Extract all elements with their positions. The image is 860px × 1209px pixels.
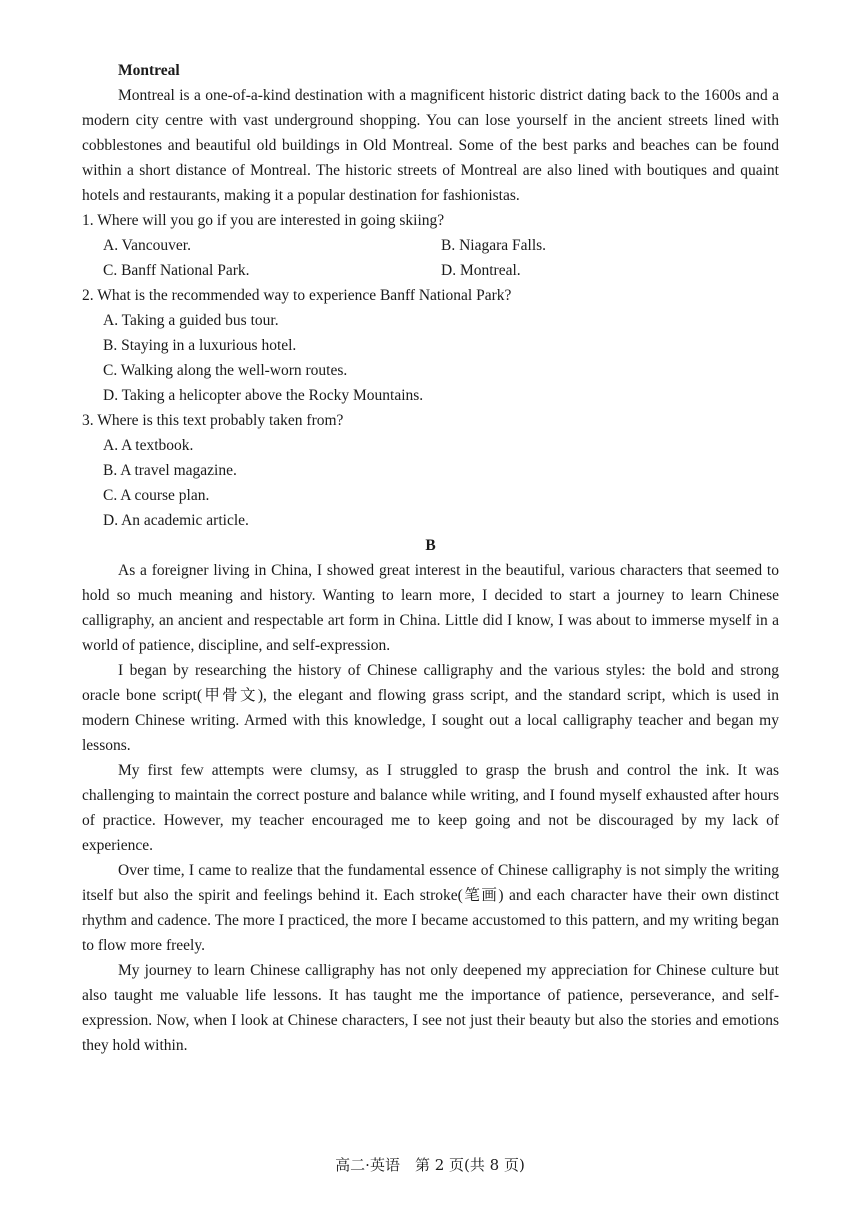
- option-row: [103, 258, 779, 283]
- section-paragraph: As a foreigner living in China, I showed great interest in the beautiful, various characters that seemed to hold so much meaning and history. Wanting to learn more, I decided to start a journey to learn Chinese calligraphy, an ancient and respectable art form in China. Little did I know, I was about to immerse myself in a world of patience, discipline, and self-expression.: [82, 562, 779, 654]
- question-stem: 3. Where is this text probably taken from?: [82, 412, 344, 429]
- option-a: A. Taking a guided bus tour.: [103, 312, 279, 329]
- question-2: [82, 283, 779, 408]
- option-row: [103, 233, 779, 258]
- option-d: D. Taking a helicopter above the Rocky Mountains.: [103, 387, 424, 404]
- passage-paragraph: Montreal is a one-of-a-kind destination with a magnificent historic district dating back to the 1600s and a modern city centre with vast underground shopping. You can lose yourself in the ancient streets lined with cobblestones and beautiful old buildings in Old Montreal. Some of the best parks and beaches can be found within a short distance of Montreal. The historic streets of Montreal are also lined with boutiques and quaint hotels and restaurants, making it a popular destination for fashionistas.: [82, 87, 779, 204]
- option-d: D. Montreal.: [441, 262, 521, 279]
- option-c: C. Banff National Park.: [103, 262, 250, 279]
- page-content: [82, 58, 779, 1058]
- option-d: D. An academic article.: [103, 512, 249, 529]
- section-paragraph: My journey to learn Chinese calligraphy has not only deepened my appreciation for Chinese culture but also taught me valuable life lessons. It has taught me the importance of patience, perseverance, and self-expression. Now, when I look at Chinese characters, I see not just their beauty but also the stories and emotions they hold within.: [82, 962, 779, 1054]
- question-stem: 1. Where will you go if you are interested in going skiing?: [82, 212, 445, 229]
- question-stem: 2. What is the recommended way to experience Banff National Park?: [82, 287, 512, 304]
- option-b: B. A travel magazine.: [103, 462, 237, 479]
- question-3: [82, 408, 779, 533]
- section-paragraph: I began by researching the history of Chinese calligraphy and the various styles: the bold and strong oracle bone script(甲骨文), the elegant and flowing grass script, and the standard script, which is used in modern Chinese writing. Armed with this knowledge, I sought out a local calligraphy teacher and began my lessons.: [82, 662, 779, 754]
- passage-heading: Montreal: [118, 62, 180, 79]
- option-b: B. Niagara Falls.: [441, 237, 547, 254]
- option-a: A. A textbook.: [103, 437, 194, 454]
- question-1: [82, 208, 779, 283]
- option-c: C. A course plan.: [103, 487, 210, 504]
- option-c: C. Walking along the well-worn routes.: [103, 362, 348, 379]
- option-b: B. Staying in a luxurious hotel.: [103, 337, 297, 354]
- section-paragraph: Over time, I came to realize that the fundamental essence of Chinese calligraphy is not simply the writing itself but also the spirit and feelings behind it. Each stroke(笔画) and each character have their own distinct rhythm and cadence. The more I practiced, the more I became accustomed to this pattern, and my writing began to flow more freely.: [82, 862, 779, 954]
- page-footer: 高二·英语 第 2 页(共 8 页): [335, 1156, 525, 1174]
- option-a: A. Vancouver.: [103, 237, 191, 254]
- section-title: B: [425, 537, 436, 554]
- section-paragraph: My first few attempts were clumsy, as I struggled to grasp the brush and control the ink. It was challenging to maintain the correct posture and balance while writing, and I found myself exhausted after hours of practice. However, my teacher encouraged me to keep going and not be discouraged by my lack of experience.: [82, 762, 779, 854]
